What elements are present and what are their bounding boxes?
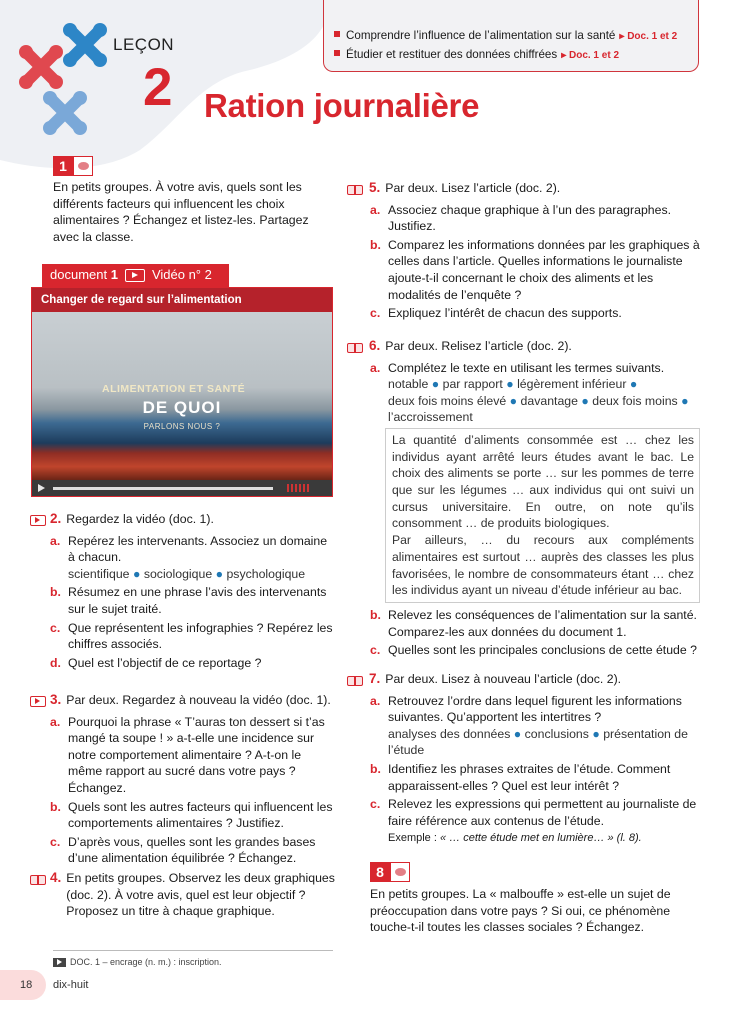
book-icon bbox=[347, 676, 363, 686]
page-number: 18 bbox=[20, 979, 33, 991]
video-caption: Changer de regard sur l’alimentation bbox=[32, 288, 332, 312]
activity-8-text: En petits groupes. La « malbouffe » est-elle un sujet de préoccupation dans votre pays ? Si oui, ce phénomène touche-t-il toutes les classes sociales ? Échangez. bbox=[370, 887, 671, 935]
book-icon bbox=[347, 343, 363, 353]
document-1-header: document 1 Vidéo n° 2 bbox=[42, 264, 229, 287]
video-title-line1: ALIMENTATION ET SANTÉ bbox=[102, 383, 246, 395]
video-icon bbox=[53, 958, 66, 967]
exercise-2: 2. Regardez la vidéo (doc. 1). a. Repérez les intervenants. Associez un domaine à chacun. scientifique ● sociologique ● psychologique b. Résumez en une phrase l’avis des intervenants sur le sujet traité. c. Que représentent les infographies ? Repérez les chiffres associés. d. Quel est l’objectif de ce reportage ? bbox=[30, 511, 336, 671]
volume-icon[interactable] bbox=[287, 484, 311, 492]
fill-in-text-box: La quantité d’aliments consommée est … chez les individus ayant arrêté leurs études avant le bac. Le choix des aliments se porte … sur les pommes de terre que sur les légumes … aux individus qui ont suivi un cursus universitaire. En outre, on note qu’ils consomment … de produits biologiques. Par ailleurs, … du recours aux compléments alimentaires est surtout … auprès des classes les plus favorisées, le nombre de consommateurs étant … chez les individus ayant un niveau d’étude inférieur au bac. bbox=[385, 428, 700, 603]
activity-1 bbox=[53, 156, 323, 245]
exercise-7: 7. Par deux. Lisez à nouveau l’article (doc. 2). a. Retrouvez l’ordre dans lequel figurent les informations suivantes. Qu’apportent les intertitres ? analyses des données ● conclusions ● présentation de l’étude b. Identifiez les phrases extraites de l’étude. Comment apparaissent-elles ? Quel est leur intérêt ? c. Relevez les expressions qui permettent au journaliste de faire référence aux contenus de l’étude. Exemple : « … cette étude met en lumière… » (l. 8). bbox=[347, 671, 707, 847]
objective-item: Étudier et restituer des données chiffrées ▸ Doc. 1 et 2 bbox=[334, 46, 690, 65]
video-player[interactable] bbox=[31, 287, 333, 497]
lesson-logo-icon bbox=[14, 20, 124, 145]
activity-8 bbox=[370, 862, 710, 936]
video-icon bbox=[125, 269, 145, 282]
video-title-line2: DE QUOI bbox=[142, 398, 222, 417]
speech-bubble-icon bbox=[78, 162, 89, 170]
progress-bar[interactable] bbox=[53, 487, 273, 490]
lesson-label: LEÇON bbox=[113, 35, 175, 54]
video-frame bbox=[32, 312, 332, 480]
page-title: Ration journalière bbox=[204, 87, 480, 124]
page-word: dix-huit bbox=[53, 979, 89, 991]
video-title-line3: PARLONS NOUS ? bbox=[143, 422, 221, 431]
lesson-number: 2 bbox=[143, 58, 173, 117]
exercise-6: 6. Par deux. Relisez l’article (doc. 2). a. Complétez le texte en utilisant les termes suivants. notable ● par rapport ● légèrement inférieur ● deux fois moins élevé ● davantage ● deux fois moins ● l’accroissement La quantité d’aliments consommée est … chez les individus ayant arrêté leurs études avant le bac. Le choix des aliments se porte … sur les pommes de terre que sur les légumes … aux individus qui ont suivi un cursus universitaire. En outre, on note qu’ils consomment … de produits biologiques. Par ailleurs, … du recours aux compléments alimentaires est surtout … auprès des classes les plus favorisées, le nombre de consommateurs étant … chez les individus ayant un niveau d’étude inférieur au bac. b. Relevez les conséquences de l’alimentation sur la santé. Comparez-les aux données du document 1. c. Quelles sont les principales conclusions de cette étude ? bbox=[347, 338, 707, 659]
video-icon bbox=[30, 696, 46, 707]
objective-item: Comprendre l’influence de l’alimentation sur la santé ▸ Doc. 1 et 2 bbox=[334, 27, 690, 46]
activity-badge: 8 bbox=[370, 862, 410, 882]
play-icon[interactable] bbox=[38, 484, 45, 492]
exercise-3: 3. Par deux. Regardez à nouveau la vidéo (doc. 1). a. Pourquoi la phrase « T’auras ton dessert si t’as mangé ta soupe ! » a-t-elle une incidence sur notre comportement alimentaire ? A-t-on le même rapport au sucré dans votre pays ? Échangez. b. Quels sont les autres facteurs qui influencent les comportements alimentaires ? Justifiez. c. D’après vous, quelles sont les grandes bases d’une alimentation équilibrée ? Échangez. bbox=[30, 692, 336, 867]
video-icon bbox=[30, 515, 46, 526]
book-icon bbox=[347, 185, 363, 195]
activity-badge: 1 bbox=[53, 156, 93, 176]
footnote: DOC. 1 – encrage (n. m.) : inscription. bbox=[53, 954, 222, 971]
video-controls bbox=[32, 480, 332, 496]
speech-bubble-icon bbox=[395, 868, 406, 876]
book-icon bbox=[30, 875, 46, 885]
exercise-5: 5. Par deux. Lisez l’article (doc. 2). a. Associez chaque graphique à l’un des paragraphes. Justifiez. b. Comparez les informations données par les graphiques à celles dans l’article. Quelles informations le journaliste ajoute-t-il concernant le choix des aliments et les modalités de l’enquête ? c. Expliquez l’intérêt de chacun des supports. bbox=[347, 180, 707, 322]
footnote-rule bbox=[53, 950, 333, 951]
objectives-box bbox=[323, 0, 699, 72]
activity-1-text: En petits groupes. À votre avis, quels sont les différents facteurs qui influencent les choix alimentaires ? Échangez et listez-les. Partagez avec la classe. bbox=[53, 180, 309, 244]
exercise-4: 4. En petits groupes. Observez les deux graphiques (doc. 2). À votre avis, quel est leur objectif ? Proposez un titre à chaque graphique. bbox=[30, 870, 336, 920]
